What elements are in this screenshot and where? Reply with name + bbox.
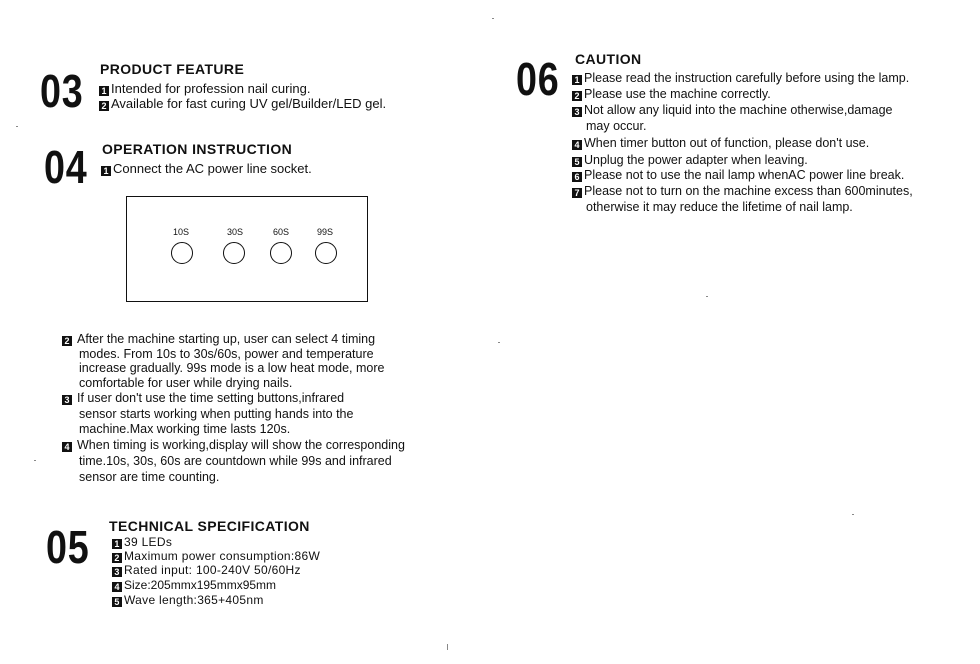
number-badge-icon: 2 — [99, 101, 109, 111]
tech-spec-text-4: Size:205mmx195mmx95mm — [124, 578, 277, 592]
control-panel-diagram — [126, 196, 368, 302]
number-badge-icon: 1 — [99, 86, 109, 96]
number-badge-icon: 1 — [572, 75, 582, 85]
tech-spec-item-1 — [112, 535, 172, 550]
scan-speck — [706, 296, 708, 297]
section-number-05: 05 — [46, 521, 90, 573]
number-badge-icon: 3 — [62, 395, 72, 405]
tech-spec-item-5 — [112, 593, 264, 608]
tech-spec-text-3: Rated input: 100-240V 50/60Hz — [124, 563, 301, 577]
operation-step-3-line-2: sensor starts working when putting hands into the — [79, 407, 354, 421]
operation-step-4-line-2: time.10s, 30s, 60s are countdown while 99s and infrared — [79, 454, 392, 468]
number-badge-icon: 6 — [572, 172, 582, 182]
caution-item-5 — [572, 153, 808, 168]
caution-item-7 — [572, 184, 913, 199]
number-badge-icon: 3 — [112, 567, 122, 577]
number-badge-icon: 2 — [572, 91, 582, 101]
panel-label-60s: 60S — [273, 227, 290, 237]
tech-spec-item-3 — [112, 563, 301, 578]
section-number-04: 04 — [44, 141, 88, 193]
scan-speck — [447, 644, 448, 650]
caution-title: CAUTION — [575, 51, 642, 67]
operation-step-2-line-1 — [62, 332, 375, 347]
operation-step-1 — [101, 161, 312, 176]
operation-step-2-text: After the machine starting up, user can select 4 timing — [77, 332, 376, 346]
section-number-06: 06 — [516, 53, 560, 105]
caution-text-4: When timer button out of function, please don't use. — [584, 136, 870, 150]
number-badge-icon: 2 — [112, 553, 122, 563]
number-badge-icon: 1 — [112, 539, 122, 549]
caution-text-7: Please not to turn on the machine excess than 600minutes, — [584, 184, 913, 198]
caution-item-3-line-2: may occur. — [586, 119, 647, 133]
panel-label-99s: 99S — [317, 227, 334, 237]
number-badge-icon: 4 — [62, 442, 72, 452]
product-feature-text-2: Available for fast curing UV gel/Builder/LED gel. — [111, 96, 387, 111]
number-badge-icon: 2 — [62, 336, 72, 346]
caution-item-4 — [572, 136, 869, 151]
section-number-03: 03 — [40, 65, 84, 117]
operation-step-4-line-1 — [62, 438, 405, 453]
number-badge-icon: 4 — [572, 140, 582, 150]
tech-spec-text-5: Wave length:365+405nm — [124, 593, 264, 607]
operation-step-2-line-4: comfortable for user while drying nails. — [79, 376, 293, 390]
product-feature-item-2 — [99, 96, 386, 111]
caution-item-7-line-2: otherwise it may reduce the lifetime of nail lamp. — [586, 200, 853, 214]
product-feature-text-1: Intended for profession nail curing. — [111, 81, 311, 96]
timer-button-10s-icon — [171, 242, 193, 264]
caution-item-1 — [572, 71, 909, 86]
scan-speck — [852, 514, 854, 515]
operation-instruction-title: OPERATION INSTRUCTION — [102, 141, 293, 157]
number-badge-icon: 4 — [112, 582, 122, 592]
scan-speck — [498, 342, 500, 343]
number-badge-icon: 5 — [572, 157, 582, 167]
caution-text-2: Please use the machine correctly. — [584, 87, 771, 101]
scan-speck — [492, 18, 494, 19]
operation-step-3-line-3: machine.Max working time lasts 120s. — [79, 422, 291, 436]
operation-step-2-line-3: increase gradually. 99s mode is a low heat mode, more — [79, 361, 385, 375]
scan-speck — [16, 126, 18, 127]
technical-specification-title: TECHNICAL SPECIFICATION — [109, 518, 310, 534]
timer-button-99s-icon — [315, 242, 337, 264]
operation-step-3-line-1 — [62, 391, 344, 406]
tech-spec-item-4 — [112, 578, 276, 593]
operation-step-4-line-3: sensor are time counting. — [79, 470, 220, 484]
scan-speck — [34, 460, 36, 461]
number-badge-icon: 3 — [572, 107, 582, 117]
product-feature-title: PRODUCT FEATURE — [100, 61, 245, 77]
timer-button-60s-icon — [270, 242, 292, 264]
operation-step-3-text: If user don't use the time setting buttons,infrared — [77, 391, 345, 405]
panel-label-30s: 30S — [227, 227, 244, 237]
number-badge-icon: 1 — [101, 166, 111, 176]
caution-text-1: Please read the instruction carefully before using the lamp. — [584, 71, 910, 85]
operation-step-1-text: Connect the AC power line socket. — [113, 161, 312, 176]
caution-item-2 — [572, 87, 771, 102]
tech-spec-item-2 — [112, 549, 320, 564]
tech-spec-text-2: Maximum power consumption:86W — [124, 549, 321, 563]
number-badge-icon: 7 — [572, 188, 582, 198]
timer-button-30s-icon — [223, 242, 245, 264]
number-badge-icon: 5 — [112, 597, 122, 607]
panel-label-10s: 10S — [173, 227, 190, 237]
operation-step-2-line-2: modes. From 10s to 30s/60s, power and temperature — [79, 347, 374, 361]
tech-spec-text-1: 39 LEDs — [124, 535, 173, 549]
product-feature-item-1 — [99, 81, 310, 96]
caution-text-6: Please not to use the nail lamp whenAC power line break. — [584, 168, 905, 182]
operation-step-4-text: When timing is working,display will show the corresponding — [77, 438, 405, 452]
caution-text-3: Not allow any liquid into the machine otherwise,damage — [584, 103, 893, 117]
caution-item-6 — [572, 168, 904, 183]
caution-item-3 — [572, 103, 893, 118]
caution-text-5: Unplug the power adapter when leaving. — [584, 153, 808, 167]
